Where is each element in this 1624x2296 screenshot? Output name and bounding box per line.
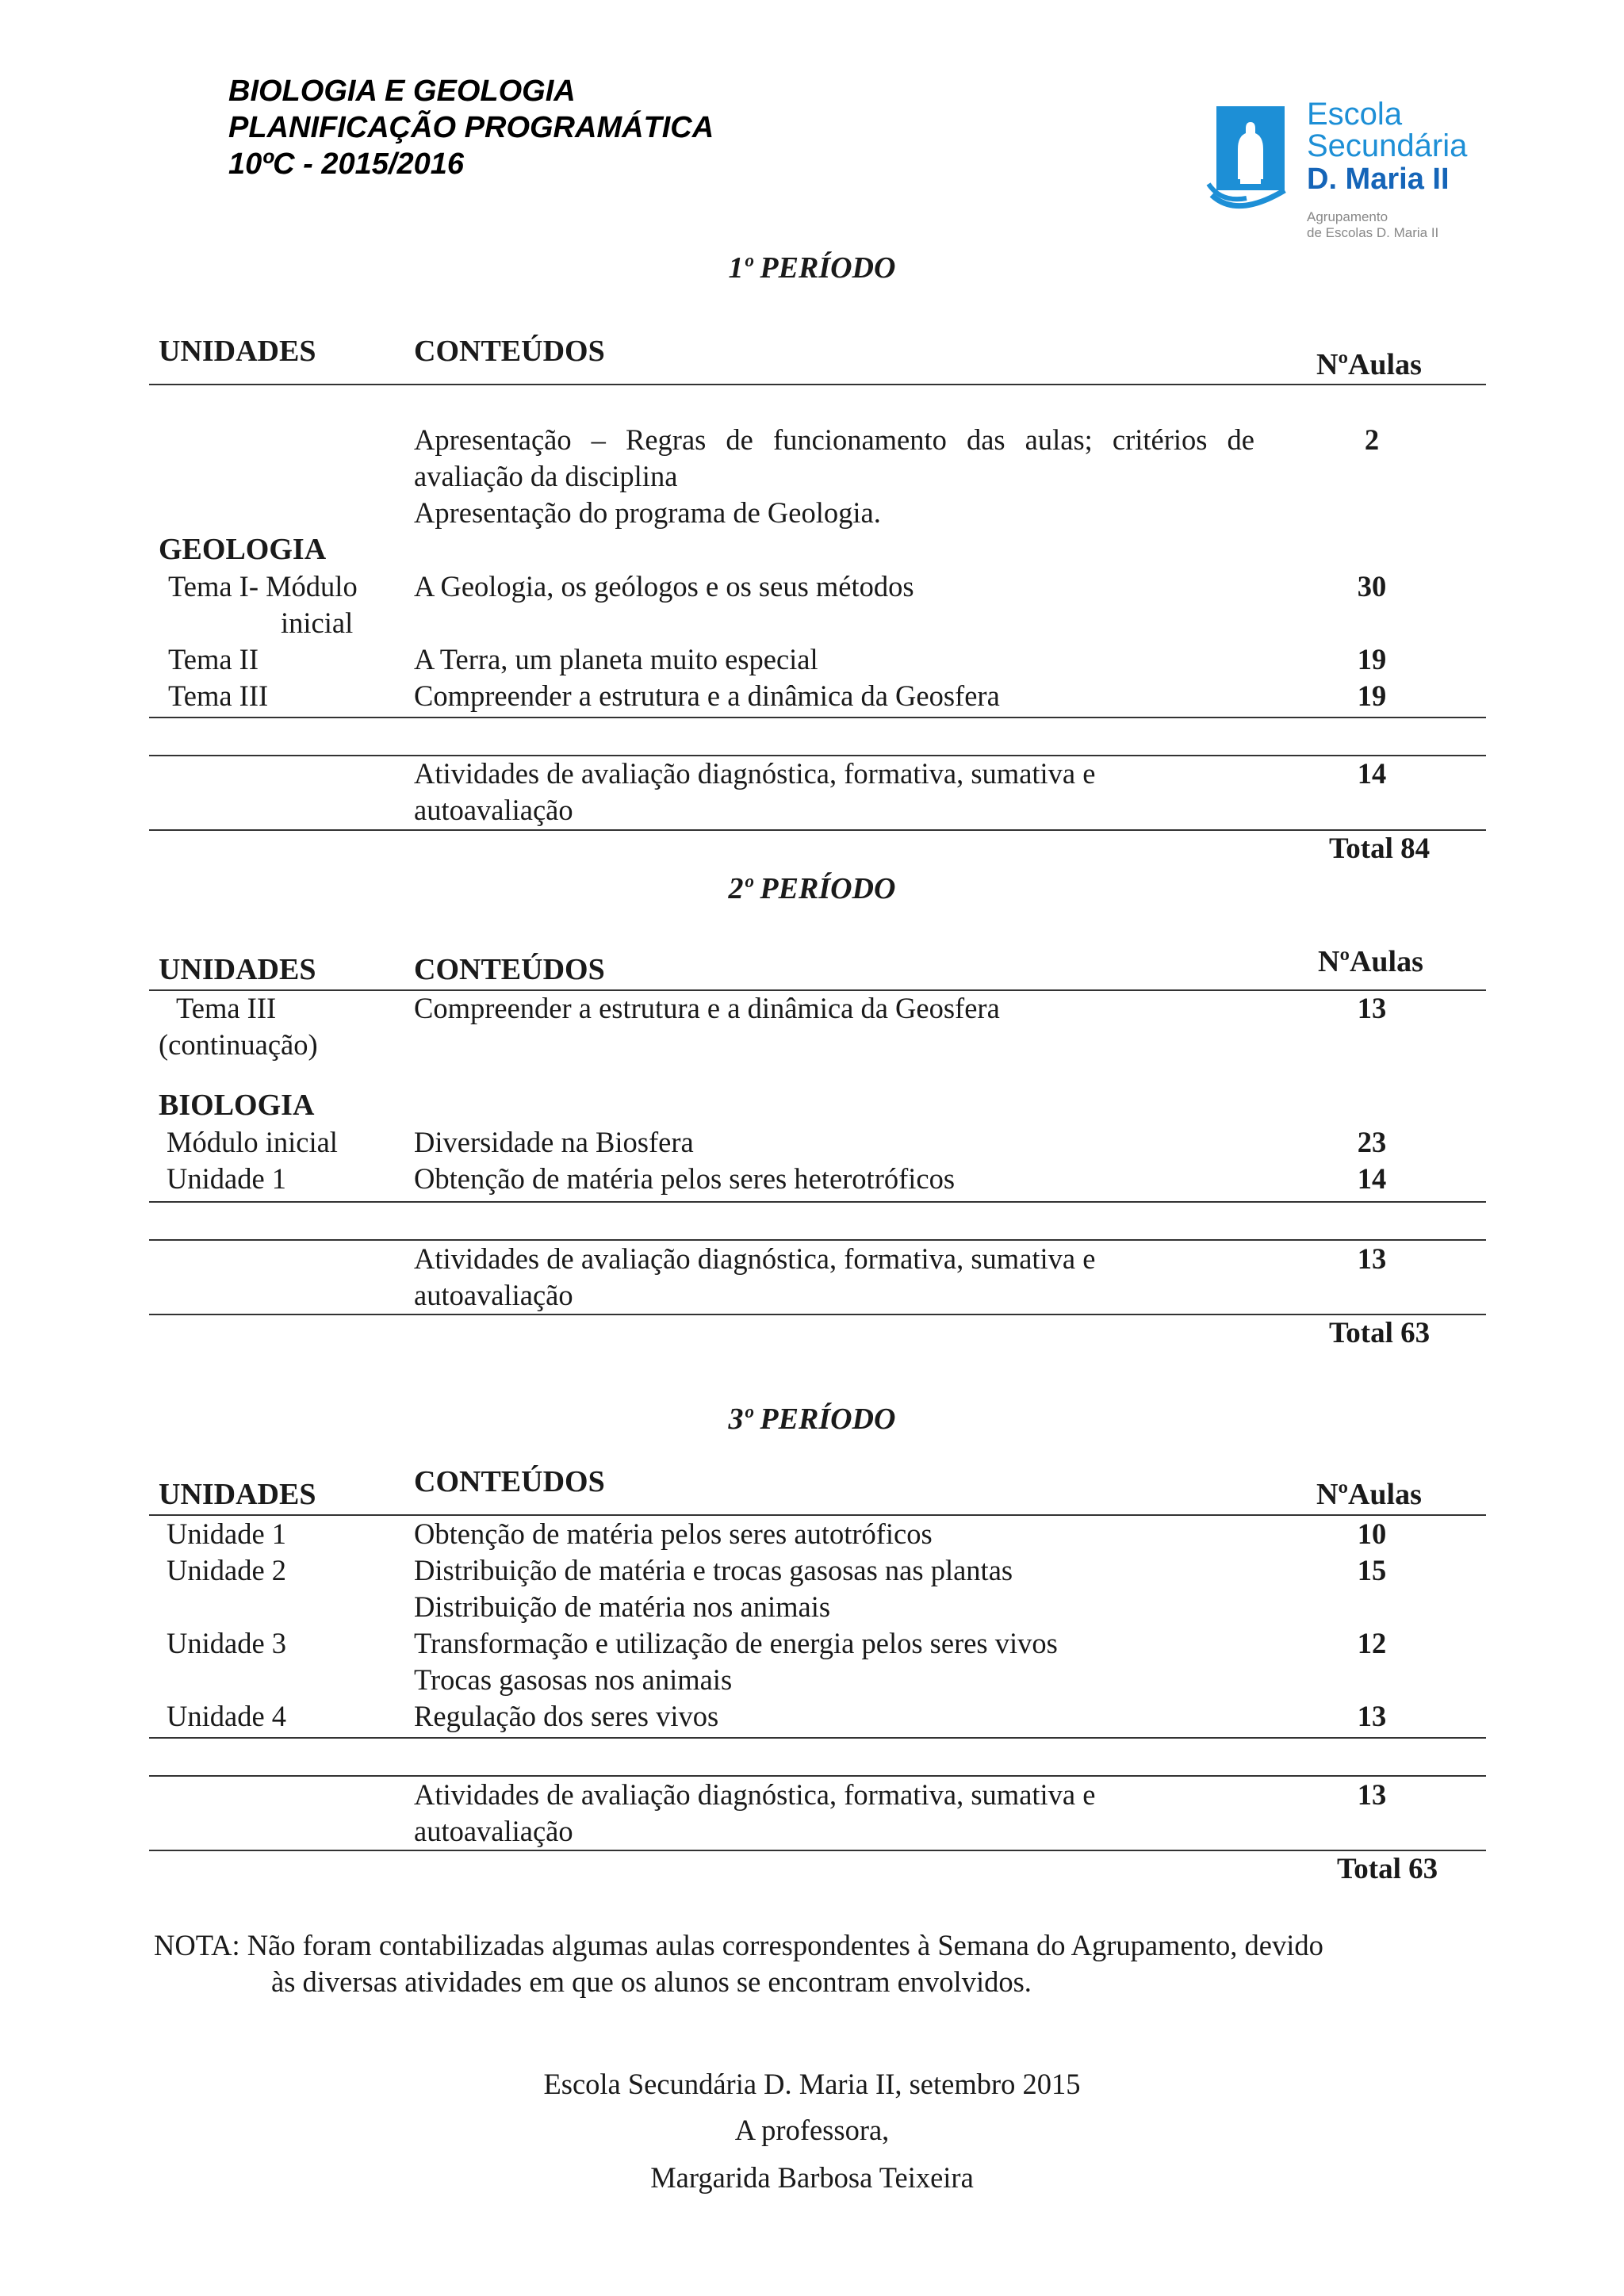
period1-assessment-bottom-rule <box>149 829 1486 831</box>
period2-assessment-bottom-rule <box>149 1314 1486 1315</box>
period3-row4-content: Regulação dos seres vivos <box>414 1700 719 1732</box>
period2-row2-content: Diversidade na Biosfera <box>414 1126 694 1158</box>
period3-row1-content: Obtenção de matéria pelos seres autotróficos <box>414 1517 933 1550</box>
period1-col-unidades: UNIDADES <box>159 335 316 368</box>
period3-row2-unit: Unidade 2 <box>167 1554 287 1586</box>
period1-assessment-aulas: 14 <box>1357 757 1387 790</box>
period1-intro-line1: Apresentação – Regras de funcionamento das aulas; critérios de <box>414 423 1254 456</box>
period3-row3-content-cont: Trocas gasosas nos animais <box>414 1663 733 1696</box>
period2-row2-unit: Módulo inicial <box>167 1126 338 1158</box>
period3-title: 3º PERÍODO <box>728 1402 896 1436</box>
period2-rows-rule <box>149 1201 1486 1203</box>
period2-row2-aulas: 23 <box>1357 1126 1387 1158</box>
period3-rows-rule <box>149 1737 1486 1739</box>
period1-header-rule <box>149 384 1486 385</box>
period2-col-aulas: NºAulas <box>1318 945 1423 978</box>
period3-row2-content: Distribuição de matéria e trocas gasosas nas plantas <box>414 1554 1013 1586</box>
logo-name-line1: Escola <box>1307 97 1403 132</box>
period1-assessment-line2: autoavaliação <box>414 794 573 826</box>
note-line1: NOTA: Não foram contabilizadas algumas aulas correspondentes à Semana do Agrupamento, devido <box>154 1929 1323 1961</box>
period3-assessment-aulas: 13 <box>1357 1778 1387 1811</box>
period1-section-geologia: GEOLOGIA <box>159 533 327 566</box>
doc-subject: BIOLOGIA E GEOLOGIA <box>228 75 576 108</box>
signature-place-date: Escola Secundária D. Maria II, setembro 2015 <box>543 2068 1081 2100</box>
doc-class-year: 10ºC - 2015/2016 <box>228 147 464 181</box>
period2-row3-unit: Unidade 1 <box>167 1162 287 1195</box>
period2-row3-content: Obtenção de matéria pelos seres heterotróficos <box>414 1162 956 1195</box>
period2-col-conteudos: CONTEÚDOS <box>414 953 605 986</box>
logo-sub-line2: de Escolas D. Maria II <box>1307 225 1439 240</box>
logo-sub-line1: Agrupamento <box>1307 209 1388 224</box>
period1-intro-line3: Apresentação do programa de Geologia. <box>414 496 881 529</box>
doc-title: PLANIFICAÇÃO PROGRAMÁTICA <box>228 111 714 144</box>
period3-total: Total 63 <box>1337 1853 1438 1885</box>
period1-row3-unit: Tema III <box>168 679 269 712</box>
period1-row2-unit: Tema II <box>168 643 259 675</box>
period3-row2-aulas: 15 <box>1357 1554 1387 1586</box>
period1-row1-unit: Tema I- Módulo <box>168 570 358 603</box>
period3-row1-aulas: 10 <box>1357 1517 1387 1550</box>
logo-name-line3: D. Maria II <box>1307 163 1450 196</box>
period1-row1-aulas: 30 <box>1357 570 1387 603</box>
period3-row4-unit: Unidade 4 <box>167 1700 287 1732</box>
period2-col-unidades: UNIDADES <box>159 953 316 986</box>
period3-col-aulas: NºAulas <box>1316 1478 1422 1511</box>
signature-role: A professora, <box>734 2114 890 2146</box>
period1-row1-unit-cont: inicial <box>281 607 354 639</box>
note-line2: às diversas atividades em que os alunos se encontram envolvidos. <box>271 1965 1032 1998</box>
period1-row3-aulas: 19 <box>1357 679 1387 712</box>
period3-assessment-line2: autoavaliação <box>414 1815 573 1847</box>
period2-row1-unit: Tema III <box>176 992 277 1024</box>
logo-name-line2: Secundária <box>1307 128 1468 163</box>
period1-rows-rule <box>149 717 1486 718</box>
period1-row2-aulas: 19 <box>1357 643 1387 675</box>
period1-col-conteudos: CONTEÚDOS <box>414 335 605 368</box>
period1-row2-content: A Terra, um planeta muito especial <box>414 643 818 675</box>
period2-row1-aulas: 13 <box>1357 992 1387 1024</box>
period1-total: Total 84 <box>1329 832 1431 865</box>
signature-name: Margarida Barbosa Teixeira <box>650 2161 974 2194</box>
period2-title: 2º PERÍODO <box>728 872 896 905</box>
period2-row1-content: Compreender a estrutura e a dinâmica da Geosfera <box>414 992 1000 1024</box>
period1-row1-content: A Geologia, os geólogos e os seus métodos <box>414 570 914 603</box>
period3-row4-aulas: 13 <box>1357 1700 1387 1732</box>
period1-assessment-line1: Atividades de avaliação diagnóstica, formativa, sumativa e <box>414 757 1096 790</box>
period2-assessment-line1: Atividades de avaliação diagnóstica, formativa, sumativa e <box>414 1242 1096 1275</box>
period2-assessment-line2: autoavaliação <box>414 1279 573 1311</box>
period3-assessment-bottom-rule <box>149 1850 1486 1851</box>
period3-row3-unit: Unidade 3 <box>167 1627 287 1659</box>
period3-assessment-line1: Atividades de avaliação diagnóstica, formativa, sumativa e <box>414 1778 1096 1811</box>
school-logo <box>1205 95 1499 246</box>
period3-row1-unit: Unidade 1 <box>167 1517 287 1550</box>
period1-intro-line2: avaliação da disciplina <box>414 460 678 492</box>
school-emblem-icon <box>1205 101 1293 212</box>
period2-section-biologia: BIOLOGIA <box>159 1089 315 1122</box>
period2-total: Total 63 <box>1329 1317 1431 1349</box>
period2-assessment-aulas: 13 <box>1357 1242 1387 1275</box>
period1-row3-content: Compreender a estrutura e a dinâmica da Geosfera <box>414 679 1000 712</box>
period3-col-conteudos: CONTEÚDOS <box>414 1465 605 1498</box>
period1-intro-aulas: 2 <box>1364 423 1380 456</box>
period1-title: 1º PERÍODO <box>728 251 896 285</box>
period3-row3-content: Transformação e utilização de energia pelos seres vivos <box>414 1627 1058 1659</box>
period3-row2-content-cont: Distribuição de matéria nos animais <box>414 1590 831 1623</box>
period3-row3-aulas: 12 <box>1357 1627 1387 1659</box>
period3-col-unidades: UNIDADES <box>159 1478 316 1511</box>
period1-col-aulas: NºAulas <box>1316 348 1422 381</box>
period2-row1-unit-cont: (continuação) <box>159 1028 318 1061</box>
period2-row3-aulas: 14 <box>1357 1162 1387 1195</box>
